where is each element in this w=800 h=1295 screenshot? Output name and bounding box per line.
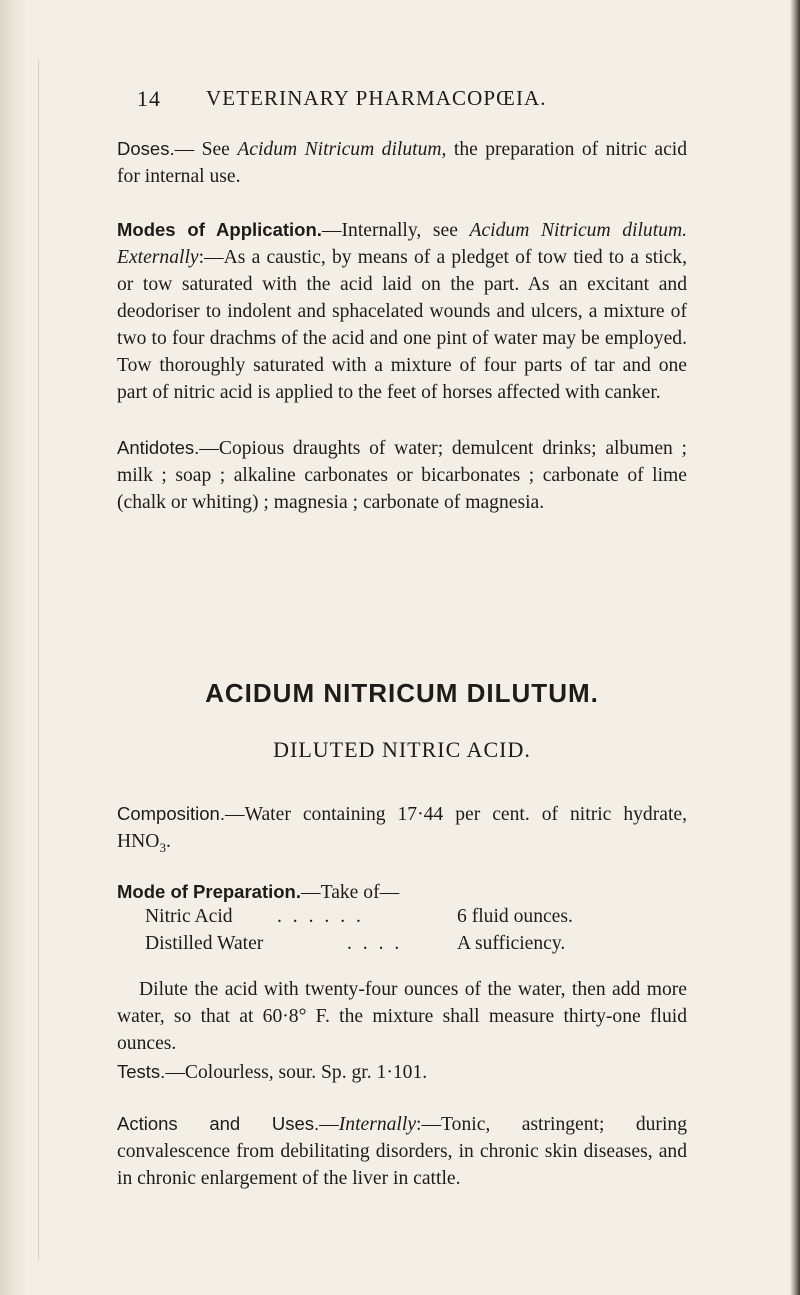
composition-paragraph	[117, 800, 687, 861]
actions-label: Actions and Uses.	[117, 1113, 320, 1134]
preparation-heading	[117, 878, 687, 906]
running-head	[117, 86, 687, 120]
antidotes-label: Antidotes.	[117, 437, 200, 458]
directions-paragraph	[117, 976, 687, 1057]
doses-label: Doses.	[117, 138, 175, 159]
page-edge-shadow	[790, 0, 800, 1295]
preparation-label: Mode of Preparation.	[117, 881, 301, 902]
doses-paragraph	[117, 135, 687, 190]
gutter-line	[38, 60, 39, 1260]
ingredient-row	[145, 933, 685, 960]
antidotes-paragraph	[117, 434, 687, 516]
modes-reference: Acidum Nitricum dilutum.	[469, 220, 688, 241]
section-subtitle: DILUTED NITRIC ACID.	[273, 737, 531, 762]
doses-text: the preparation of nitric acid for internal use.	[117, 139, 688, 187]
page-gutter-shadow	[0, 0, 28, 1295]
composition-text: —Water containing 17·44 per cent. of nitric hydrate, HNO	[117, 804, 687, 852]
ingredient-row	[145, 906, 685, 933]
directions-text: Dilute the acid with twenty-four ounces of the water, then add more water, so that at 60·8° F. the mixture shall measure thirty-one fluid ounces.	[117, 979, 687, 1054]
actions-text: :—Tonic, astringent; during convalescence from debilitating disorders, in chronic skin diseases, and in chronic enlargement of the liver in cattle.	[117, 1114, 687, 1189]
tests-label: Tests.	[117, 1061, 166, 1082]
running-title: VETERINARY PHARMACOPŒIA.	[206, 86, 547, 110]
ingredient-leader: . . . . . .	[277, 906, 364, 927]
page-number: 14	[137, 86, 161, 111]
composition-subscript: 3	[159, 839, 166, 855]
doses-reference: Acidum Nitricum dilutum,	[237, 139, 447, 160]
modes-externally: Externally	[117, 247, 199, 268]
composition-end: .	[165, 831, 171, 852]
composition-label: Composition.	[117, 803, 225, 824]
modes-text-2: :—As a caustic, by means of a pledget of tow tied to a stick, or tow saturated with the acid laid on the part. As an excitant and deodoriser to indolent and sphacelated wounds and ulcers, a mixture of two to four drachms of the acid and one pint of water may be employed. Tow thoroughly saturated with a mixture of four parts of tar and one part of nitric acid is applied to the feet of horses affected with canker.	[117, 247, 687, 403]
tests-text: —Colourless, sour. Sp. gr. 1·101.	[165, 1062, 428, 1083]
ingredient-quantity: 6 fluid ounces.	[457, 906, 573, 927]
modes-paragraph	[117, 216, 687, 406]
ingredient-leader: . . . .	[347, 933, 403, 954]
actions-internally: Internally	[338, 1114, 417, 1135]
ingredient-name: Nitric Acid	[145, 906, 233, 927]
section-title: ACIDUM NITRICUM DILUTUM.	[205, 678, 599, 708]
modes-label: Modes of Application.	[117, 219, 322, 240]
ingredient-quantity: A sufficiency.	[457, 933, 566, 954]
ingredient-name: Distilled Water	[145, 933, 264, 954]
preparation-text: —Take of—	[301, 882, 400, 903]
actions-dash: —	[319, 1114, 339, 1135]
tests-paragraph	[117, 1058, 687, 1086]
actions-paragraph	[117, 1110, 687, 1192]
modes-text-1: —Internally, see	[321, 220, 470, 241]
antidotes-text: —Copious draughts of water; demulcent drinks; albumen ; milk ; soap ; alkaline carbonates or bicarbonates ; carbonate of lime (chalk or whiting) ; magnesia ; carbonate of magnesia.	[117, 438, 687, 513]
doses-dash: — See	[174, 139, 238, 160]
